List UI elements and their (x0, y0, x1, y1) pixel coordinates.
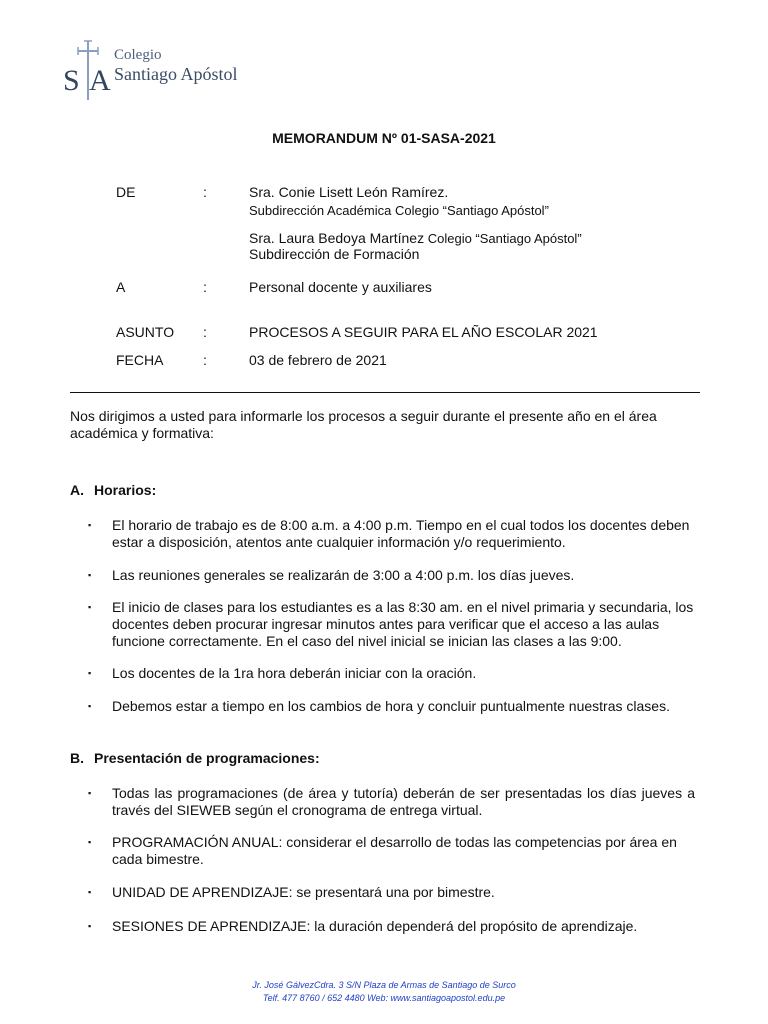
a-value: Personal docente y auxiliares (249, 279, 432, 295)
school-logo (62, 40, 242, 102)
list-item: PROGRAMACIÓN ANUAL: considerar el desarrollo de todas las competencias por área en cada bimestre. (112, 834, 677, 867)
intro-paragraph: Nos dirigimos a usted para informarle los procesos a seguir durante el presente año en el área académica y formativa: (70, 408, 657, 441)
section-b-heading (70, 750, 320, 766)
asunto-value: PROCESOS A SEGUIR PARA EL AÑO ESCOLAR 2021 (249, 324, 598, 340)
logo-line-colegio: Colegio (114, 47, 162, 63)
de-name-2-line (249, 230, 582, 246)
list-item: Todas las programaciones (de área y tutoría) deberán de ser presentadas los días jueves a través del SIEWEB según el cronograma de entrega virtual. (112, 785, 695, 818)
list-item: El inicio de clases para los estudiantes es a las 8:30 am. en el nivel primaria y secundaria, los docentes deben procurar ingresar minutos antes para verificar que el acceso a las aulas funcione correctamente. En el caso del nivel inicial se inician las clases a las 9:00. (112, 599, 694, 649)
list-item: Las reuniones generales se realizarán de 3:00 a 4:00 p.m. los días jueves. (112, 567, 575, 583)
list-item: El horario de trabajo es de 8:00 a.m. a 4:00 p.m. Tiempo en el cual todos los docentes deben estar a disposición, atentos ante cualquier información y/o requerimiento. (112, 517, 690, 550)
de-name-2: Sra. Laura Bedoya Martínez (249, 230, 425, 246)
bullet-icon: ▪ (88, 837, 92, 847)
a-label: A (116, 279, 126, 295)
fecha-value: 03 de febrero de 2021 (249, 352, 387, 368)
de-label: DE (116, 184, 136, 200)
bullet-icon: ▪ (88, 668, 92, 678)
bullet-icon: ▪ (88, 701, 92, 711)
list-item: Los docentes de la 1ra hora deberán iniciar con la oración. (112, 665, 477, 681)
de-name-1: Sra. Conie Lisett León Ramírez. (249, 184, 449, 200)
asunto-label: ASUNTO (116, 324, 175, 340)
fecha-colon: : (203, 352, 207, 368)
list-item: UNIDAD DE APRENDIZAJE: se presentará una por bimestre. (112, 884, 495, 900)
asunto-colon: : (203, 324, 207, 340)
section-b-letter: B. (70, 750, 84, 766)
de-colon: : (203, 184, 207, 200)
memo-title: MEMORANDUM Nº 01-SASA-2021 (272, 130, 496, 146)
section-b-title: Presentación de programaciones: (94, 750, 320, 766)
fecha-label: FECHA (116, 352, 164, 368)
header-divider (70, 392, 700, 393)
bullet-icon: ▪ (88, 602, 92, 612)
footer-contact: Telf. 477 8760 / 652 4480 Web: www.santiagoapostol.edu.pe (262, 993, 506, 1003)
section-a-letter: A. (70, 482, 84, 498)
cross-monogram-icon (62, 40, 114, 102)
bullet-icon: ▪ (88, 788, 92, 798)
section-a-title: Horarios: (94, 482, 157, 498)
de-role-1: Subdirección Académica Colegio “Santiago Apóstol” (249, 203, 549, 218)
list-item: SESIONES DE APRENDIZAJE: la duración dependerá del propósito de aprendizaje. (112, 918, 638, 934)
list-item: Debemos estar a tiempo en los cambios de hora y concluir puntualmente nuestras clases. (112, 698, 670, 714)
monogram-a: A (89, 64, 111, 97)
section-a-heading (70, 482, 156, 498)
bullet-icon: ▪ (88, 887, 92, 897)
monogram-s: S (63, 64, 80, 97)
bullet-icon: ▪ (88, 570, 92, 580)
de-name-2-org: Colegio “Santiago Apóstol” (424, 231, 582, 246)
de-role-2: Subdirección de Formación (249, 246, 420, 262)
footer-address: Jr. José GálvezCdra. 3 S/N Plaza de Armas de Santiago de Surco (252, 980, 516, 990)
bullet-icon: ▪ (88, 921, 92, 931)
bullet-icon: ▪ (88, 520, 92, 530)
logo-line-school-name: Santiago Apóstol (114, 64, 238, 84)
a-colon: : (203, 279, 207, 295)
